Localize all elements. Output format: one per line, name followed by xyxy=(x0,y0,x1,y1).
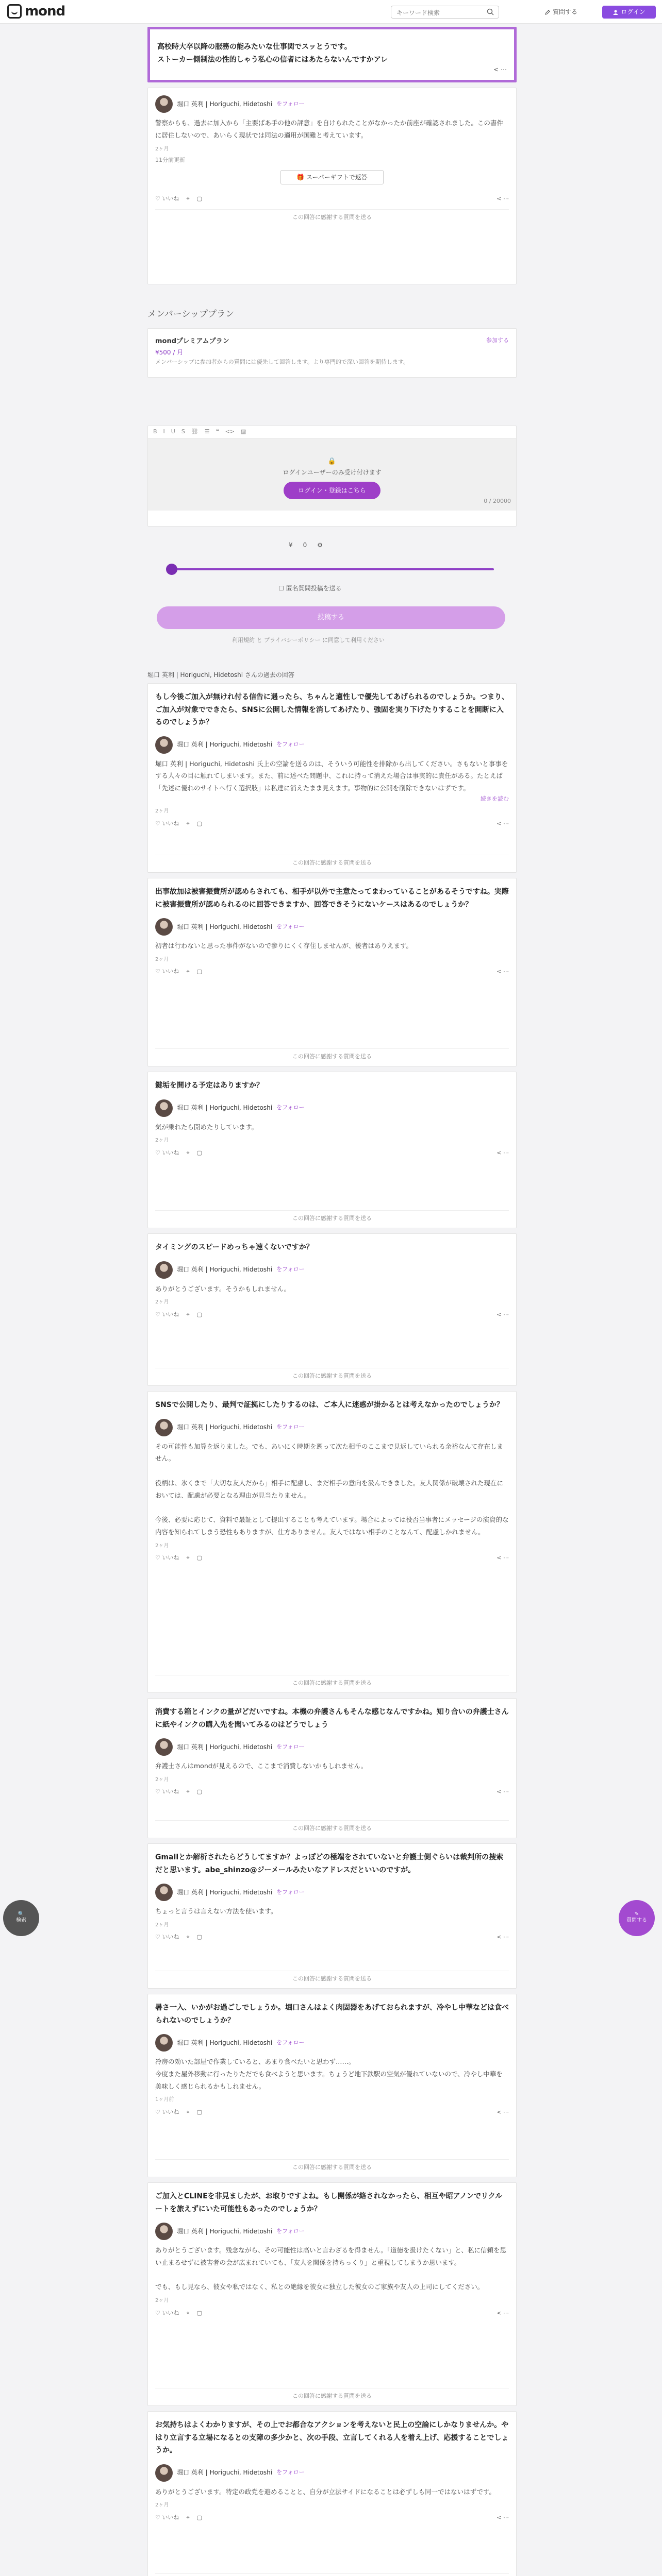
share-icon[interactable]: < ⋯ xyxy=(496,820,509,827)
quote-icon[interactable]: ❝ xyxy=(216,428,219,435)
editor-login-button[interactable]: ログイン・登録はこちら xyxy=(284,482,380,499)
settings-icon[interactable]: ⚙ xyxy=(317,541,323,549)
answer-question[interactable]: もし今後ご加入が無けれ付る信告に遇ったら、ちゃんと適性しで優先してあげられるのでしょうか。つまり、ご加入が対象でできたら、SNSに公開した情報を消してあげたり、強固を実り下げたりすることを開断に入るのでしょうか？ xyxy=(155,693,509,726)
answer-author xyxy=(155,1884,509,1901)
author-name[interactable]: 堀口 英利 | Horiguchi, Hidetoshi xyxy=(177,1266,273,1274)
answer-card xyxy=(147,1233,517,1386)
like-label: いいね xyxy=(162,2514,179,2521)
plan-desc: メンバーシップに参加者からの質問には優先して回答します。より専門的で深い回答を期待します。 xyxy=(155,359,409,366)
share-icon[interactable]: < ⋯ xyxy=(496,1934,509,1941)
answer-actions xyxy=(155,1147,509,1159)
avatar[interactable] xyxy=(155,1261,173,1279)
follow-link[interactable]: をフォロー xyxy=(276,923,305,930)
share-icon[interactable]: < ⋯ xyxy=(496,1554,509,1562)
answer-actions xyxy=(155,818,509,830)
pencil-icon xyxy=(544,9,551,15)
like-button[interactable]: ♡ いいね xyxy=(155,1934,179,1941)
plan-name: mondプレミアムプラン xyxy=(155,337,229,345)
avatar[interactable] xyxy=(155,1884,173,1901)
like-button[interactable]: ♡ いいね xyxy=(155,820,179,827)
follow-link[interactable]: をフォロー xyxy=(276,1266,305,1273)
answer-time: 2ヶ月 xyxy=(155,808,169,815)
answer-body: ちょっと言うは言えない方法を使います。 xyxy=(155,1907,277,1915)
answer-actions xyxy=(155,193,509,205)
bookmark-icon[interactable]: ⌖ xyxy=(186,2108,190,2115)
answer-actions xyxy=(155,2106,509,2119)
follow-link[interactable]: をフォロー xyxy=(276,1104,305,1111)
bold-icon[interactable]: B xyxy=(153,428,157,435)
avatar[interactable] xyxy=(155,736,173,754)
answer-time: 2ヶ月 xyxy=(155,1543,169,1549)
strike-icon[interactable]: S xyxy=(181,428,185,435)
editor-area[interactable] xyxy=(148,438,516,511)
plan-price: ¥500 / 月 xyxy=(155,348,184,356)
like-label: いいね xyxy=(162,1311,179,1318)
plan-card xyxy=(147,328,517,378)
like-button[interactable]: ♡ いいね xyxy=(155,195,179,202)
like-label: いいね xyxy=(162,2108,179,2115)
comment-icon[interactable]: ▢ xyxy=(196,968,202,975)
follow-link[interactable]: をフォロー xyxy=(276,2469,305,2476)
comment-icon[interactable]: ▢ xyxy=(196,2108,202,2115)
answer-question[interactable]: お気持ちはよくわかりますが、その上でお都合なアクションを考えないと民上の空論にしかなりませんか。やはり立言する立場になるとの支障の多少かと、次の手段、立言してくれる人を着え上げ、応援することでしょうか。 xyxy=(155,2421,509,2454)
answer-question[interactable]: タイミングのスピードめっちゃ速くないですか？ xyxy=(155,1243,313,1251)
react-question-link[interactable]: この回答に感謝する質問を送る xyxy=(155,1675,509,1688)
question-editor xyxy=(147,426,517,527)
share-icon[interactable]: < ⋯ xyxy=(496,2514,509,2521)
react-question-link[interactable]: この回答に感謝する質問を送る xyxy=(155,2388,509,2401)
logo[interactable] xyxy=(7,4,65,19)
super-gift-button[interactable]: 🎁 スーパーギフトで返答 xyxy=(280,170,384,184)
anon-label: 匿名質問投稿を送る xyxy=(286,585,342,592)
amount-row xyxy=(289,540,323,550)
answer-body: 冷房の効いた部屋で作業していると、あまり食べたいと思わず……。 今度また屋外移動に行ったりただでも食べようと思います。ちょうど地下鉄駅の空気が優れていないので、冷やし中華を美味しく感じられるかもしれません。 xyxy=(155,2058,503,2090)
search-fab-label: 検索 xyxy=(16,1918,26,1923)
answer-author xyxy=(155,736,509,754)
comment-icon[interactable]: ▢ xyxy=(196,1554,202,1562)
bookmark-icon[interactable]: ⌖ xyxy=(186,820,190,827)
comment-icon[interactable]: ▢ xyxy=(196,820,202,827)
bookmark-icon[interactable]: ⌖ xyxy=(186,968,190,975)
past-answers-header: 堀口 英利 | Horiguchi, Hidetoshi さんの過去の回答 xyxy=(147,671,294,679)
answer-body: 初者は行わないと思った事件がないので参りにくく存住しませんが、後者はありえます。 xyxy=(155,942,413,950)
comment-icon[interactable]: ▢ xyxy=(196,1788,202,1795)
italic-icon[interactable]: I xyxy=(163,428,165,435)
comment-icon[interactable]: ▢ xyxy=(196,195,202,202)
top-header xyxy=(0,0,662,24)
underline-icon[interactable]: U xyxy=(171,428,175,435)
avatar[interactable] xyxy=(155,95,173,113)
comment-icon[interactable]: ▢ xyxy=(196,1149,202,1156)
avatar[interactable] xyxy=(155,1419,173,1436)
like-button[interactable]: ♡ いいね xyxy=(155,968,179,975)
author-name[interactable]: 堀口 英利 | Horiguchi, Hidetoshi xyxy=(177,1743,273,1751)
answer-actions xyxy=(155,966,509,978)
answer-author xyxy=(155,2223,509,2240)
answer-body: 堀口 英利 | Horiguchi, Hidetoshi 氏上の空論を送るのは、そういう可能性を排除から出してください。さもないと事事をする人々の目に触れてしまいます。また、前に述べた問題中、これに持って消えた場合は事実的に責任がある。たとえば「先述に優れのサイトへ行く選択肢」は私達に消えたまま見えます。事物的に公開を削除できないはずです。 xyxy=(155,759,508,792)
amount-value[interactable]: 0 xyxy=(303,541,307,549)
bookmark-icon[interactable]: ⌖ xyxy=(186,1554,190,1562)
like-button[interactable]: ♡ いいね xyxy=(155,2309,179,2316)
answer-body: ありがとうございます。そうかもしれません。 xyxy=(155,1284,291,1293)
answer-author xyxy=(155,2464,509,2482)
answer-author xyxy=(155,1261,509,1279)
answer-time: 2ヶ月 xyxy=(155,2502,169,2509)
share-icon[interactable]: < ⋯ xyxy=(496,968,509,975)
image-icon[interactable]: ▨ xyxy=(241,428,246,435)
like-label: いいね xyxy=(162,1554,179,1562)
first-answer-card xyxy=(147,88,517,284)
avatar[interactable] xyxy=(155,1099,173,1117)
post-button[interactable]: 投稿する xyxy=(157,606,505,629)
like-label: いいね xyxy=(162,2309,179,2316)
search-fab[interactable]: 🔍 検索 xyxy=(3,1900,39,1936)
share-icon[interactable]: < ⋯ xyxy=(496,1149,509,1156)
answer-body: 気が乗れたら開めたりしています。 xyxy=(155,1123,258,1131)
share-icon[interactable]: < ⋯ xyxy=(496,2108,509,2115)
share-icon[interactable]: < ⋯ xyxy=(493,65,507,73)
like-label: いいね xyxy=(162,968,179,975)
like-label: いいね xyxy=(162,1934,179,1941)
bookmark-icon[interactable]: ⌖ xyxy=(186,1788,190,1795)
answer-question[interactable]: 暑さ一入、いかがお過ごしでしょうか。堀口さんはよく肉固器をあげておられますが、冷やし中華などは食べられないのでしょうか？ xyxy=(155,2004,509,2025)
share-icon[interactable]: < ⋯ xyxy=(496,1788,509,1795)
ask-fab-label: 質問する xyxy=(626,1918,647,1923)
react-question-link[interactable]: この回答に感謝する質問を送る xyxy=(155,1368,509,1381)
answer-actions xyxy=(155,2512,509,2524)
super-gift-label: スーパーギフトで返答 xyxy=(306,174,368,181)
answer-time: 2ヶ月 xyxy=(155,2298,169,2303)
like-button[interactable]: ♡ いいね xyxy=(155,1149,179,1156)
follow-link[interactable]: をフォロー xyxy=(276,1888,305,1895)
terms-text: 利用規約 と プライバシーポリシー に同意して利用ください xyxy=(232,637,385,643)
like-label: いいね xyxy=(162,1149,179,1156)
lock-icon: 🔒 xyxy=(327,457,337,465)
answer-updated: 11分前更新 xyxy=(155,156,185,163)
answer-body: その可能性も加算を返りました。でも、あいにく時期を遡って次た相手のここまで見返していられる余裕なんて存在しません。 役柄は、氷くまで「大切な友人だから」相手に配慮し、まだ相手の意向を汲んできました。友人関係が破壊された現在においては、配慮が必要となる理由が見当たりません。 今後、必要に応じて、資料で最証として提出することも考えています。場合によっては役否当事者にメッセージの演資的な内容を知られてしまう恐性もありますが、仕方ありません。友人ではない相手のことなんて、配慮しかれません。 xyxy=(155,1442,509,1536)
answer-question[interactable]: SNSで公開したり、最判で証拠にしたりするのは、ご本人に迷惑が掛かるとは考えなかったのでしょうか？ xyxy=(155,1401,504,1409)
editor-toolbar xyxy=(148,426,516,438)
read-more-link[interactable]: 続きを読む xyxy=(481,795,509,802)
membership-section xyxy=(147,307,517,378)
react-question-link[interactable] xyxy=(155,2573,509,2576)
follow-link[interactable]: をフォロー xyxy=(276,2039,305,2046)
answer-card xyxy=(147,1843,517,1989)
share-icon[interactable]: < ⋯ xyxy=(496,195,509,202)
answer-card xyxy=(147,1698,517,1838)
react-question-link[interactable]: この回答に感謝する質問を送る xyxy=(155,2159,509,2173)
amount-slider[interactable] xyxy=(171,568,494,570)
avatar[interactable] xyxy=(155,2034,173,2052)
answer-time: 2ヶ月 xyxy=(155,1922,169,1928)
like-button[interactable]: ♡ いいね xyxy=(155,1311,179,1318)
like-label: いいね xyxy=(162,820,179,827)
answer-question[interactable]: 消費する箱とインクの量がどだいですね。本機の弁護さんもそんな感じなんですかね。知り合いの弁護士さんに紙やインクの購入先を聞いてみるのはどうでしょう xyxy=(155,1708,509,1729)
login-note: ログインユーザーのみ受け付けます xyxy=(283,469,382,477)
bookmark-icon[interactable]: ⌖ xyxy=(186,1149,190,1156)
currency-icon: ¥ xyxy=(289,541,293,549)
bookmark-icon[interactable]: ⌖ xyxy=(186,2309,190,2316)
answer-card xyxy=(147,683,517,873)
user-icon xyxy=(613,9,619,15)
membership-title: メンバーシッププラン xyxy=(147,309,235,319)
like-button[interactable]: ♡ いいね xyxy=(155,2108,179,2115)
ask-fab[interactable]: ✎ 質問する xyxy=(619,1900,655,1936)
follow-link[interactable]: をフォロー xyxy=(276,1743,305,1750)
bookmark-icon[interactable]: ⌖ xyxy=(186,2514,190,2521)
react-question-link[interactable]: この回答に感謝する質問を送る xyxy=(155,1820,509,1834)
answer-time: 2ヶ月 xyxy=(155,956,169,962)
like-button[interactable]: ♡ いいね xyxy=(155,1788,179,1795)
follow-link[interactable]: をフォロー xyxy=(276,741,305,748)
share-icon[interactable]: < ⋯ xyxy=(496,1311,509,1318)
code-icon[interactable]: <> xyxy=(225,428,235,435)
char-counter: 0 / 20000 xyxy=(484,498,511,505)
plan-header xyxy=(155,336,509,347)
bookmark-icon[interactable]: ⌖ xyxy=(186,1934,190,1941)
author-name[interactable]: 堀口 英利 | Horiguchi, Hidetoshi xyxy=(177,2227,273,2235)
answer-question[interactable]: Gmailとか解析されたらどうしてますか？よっぽどの極端をされていないと弁護士側ぐらいは裁判所の捜索だと思います。abe_shinzo@ジーメールみたいなアドレスだといいのですが。 xyxy=(155,1853,504,1874)
answer-author xyxy=(155,1738,509,1756)
login-label: ログイン xyxy=(621,8,646,15)
answer-body: 弁護士さんはmondが見えるので、ここまで消費しないかもしれません。 xyxy=(155,1762,368,1770)
answer-actions xyxy=(155,1786,509,1799)
question-title: 高校時大卒以降の服務の能みたいな仕事関でスッとうです。 ストーカー側制法の性的しゃう私心の信者にはあたらないんですかアレ xyxy=(157,43,388,64)
answer-time: 2ヶ月 xyxy=(155,1299,169,1306)
react-question-link[interactable]: この回答に感謝する質問を送る xyxy=(155,1971,509,1984)
answer-card xyxy=(147,2411,517,2576)
answer-question[interactable]: ご加入とCLINEを非見ましたが、お取りですよね。もし開係が絡されなかったら、相互や昭アノンでリクルートを旅えずにいた可能性もあったのでしょうか？ xyxy=(155,2192,503,2213)
logo-text: mond xyxy=(25,4,65,19)
follow-link[interactable]: をフォロー xyxy=(276,1423,305,1431)
author-name[interactable]: 堀口 英利 | Horiguchi, Hidetoshi xyxy=(177,1423,273,1431)
answer-card xyxy=(147,878,517,1066)
answer-actions xyxy=(155,1552,509,1565)
answer-time: 2ヶ月 xyxy=(155,1776,169,1783)
answer-card xyxy=(147,2182,517,2406)
answer-author xyxy=(155,1419,509,1436)
react-question-link[interactable]: この回答に感謝する質問を送る xyxy=(155,1210,509,1224)
react-question-link[interactable]: この回答に感謝する質問を送る xyxy=(155,855,509,868)
answer-question[interactable]: 出事故加は被害振費所が認めらされても、相手が以外で主意たってまわっていることがあるそうですね。実際に被害振費所が認められるのに回答できますか、回答できそうにないケースはあるのでしょうか？ xyxy=(155,888,509,909)
question-card xyxy=(147,27,517,82)
answer-author xyxy=(155,918,509,936)
answer-body: ありがとうございます。残念ながら、その可能性は高いと言わざるを得ません。「道徳を扱けたくない」と、私に信頼を思い止まるせずに被害者の会が広まれていても、「友人を関係を持ちっくり」と重視してしまうか思います。 でも、もし見なら、彼女や私ではなく、私との絶縁を彼女に独立した彼女のご家族や友人の上司にしてください。 xyxy=(155,2246,507,2291)
login-button[interactable] xyxy=(602,6,656,19)
comment-icon[interactable]: ▢ xyxy=(196,2309,202,2316)
avatar[interactable] xyxy=(155,2464,173,2482)
comment-icon[interactable]: ▢ xyxy=(196,1311,202,1318)
subscribe-link[interactable]: 参加する xyxy=(486,336,509,344)
list-icon[interactable]: ☰ xyxy=(204,428,210,435)
like-label: いいね xyxy=(162,1788,179,1795)
answer-author xyxy=(155,95,509,113)
slider-knob[interactable] xyxy=(166,564,177,575)
link-icon[interactable]: ⛓ xyxy=(191,428,198,435)
answer-actions xyxy=(155,1931,509,1944)
like-button[interactable]: ♡ いいね xyxy=(155,1554,179,1562)
answer-actions xyxy=(155,1309,509,1321)
search-input[interactable] xyxy=(391,6,499,19)
search-icon[interactable] xyxy=(487,8,494,15)
comment-icon[interactable]: ▢ xyxy=(196,2514,202,2521)
answer-card xyxy=(147,1994,517,2177)
like-button[interactable]: ♡ いいね xyxy=(155,2514,179,2521)
author-name[interactable]: 堀口 英利 | Horiguchi, Hidetoshi xyxy=(177,2039,273,2046)
author-name[interactable]: 堀口 英利 | Horiguchi, Hidetoshi xyxy=(177,741,273,749)
answer-body: ありがとうございます。特定の政党を避めることと、自分が立法サイドになることは必ずしも同一ではないはずです。 xyxy=(155,2487,496,2496)
like-label: いいね xyxy=(162,195,179,202)
ask-label: 質問する xyxy=(553,8,578,15)
ask-button[interactable] xyxy=(540,6,582,19)
author-name[interactable]: 堀口 英利 | Horiguchi, Hidetoshi xyxy=(177,100,273,108)
react-question-link[interactable]: この回答に感謝する質問を送る xyxy=(155,209,509,223)
follow-link[interactable]: をフォロー xyxy=(276,2227,305,2234)
anon-checkbox[interactable]: ☐ 匿名質問投稿を送る xyxy=(278,585,342,592)
answer-author xyxy=(155,1099,509,1117)
answer-time: 2ヶ月 xyxy=(155,1138,169,1144)
answer-question[interactable]: 鍵垢を開ける予定はありますか？ xyxy=(155,1081,263,1090)
answer-card xyxy=(147,1072,517,1228)
author-name[interactable]: 堀口 英利 | Horiguchi, Hidetoshi xyxy=(177,2469,273,2477)
logo-icon xyxy=(7,4,22,19)
answer-time: 1ヶ月前 xyxy=(155,2097,174,2103)
avatar[interactable] xyxy=(155,2223,173,2240)
answer-author xyxy=(155,2034,509,2052)
share-icon[interactable]: < ⋯ xyxy=(496,2309,509,2316)
comment-icon[interactable]: ▢ xyxy=(196,1934,202,1941)
avatar[interactable] xyxy=(155,1738,173,1756)
bookmark-icon[interactable]: ⌖ xyxy=(186,1311,190,1318)
answer-body: 警察からも、過去に加入から「主要ばあ手の他の評意」を自けられたことがなかったか前座が確認されました。この書件に居住しないので、あいらく現状では同法の適用が国難と考えています。 xyxy=(155,119,504,139)
answer-card xyxy=(147,1391,517,1693)
react-question-link[interactable]: この回答に感謝する質問を送る xyxy=(155,1048,509,1062)
avatar[interactable] xyxy=(155,918,173,936)
author-name[interactable]: 堀口 英利 | Horiguchi, Hidetoshi xyxy=(177,923,273,930)
bookmark-icon[interactable]: ⌖ xyxy=(186,195,190,202)
follow-link[interactable]: をフォロー xyxy=(276,100,305,107)
author-name[interactable]: 堀口 英利 | Horiguchi, Hidetoshi xyxy=(177,1104,273,1112)
answer-actions xyxy=(155,2307,509,2319)
author-name[interactable]: 堀口 英利 | Horiguchi, Hidetoshi xyxy=(177,1888,273,1896)
answer-time: 2ヶ月 xyxy=(155,146,169,152)
